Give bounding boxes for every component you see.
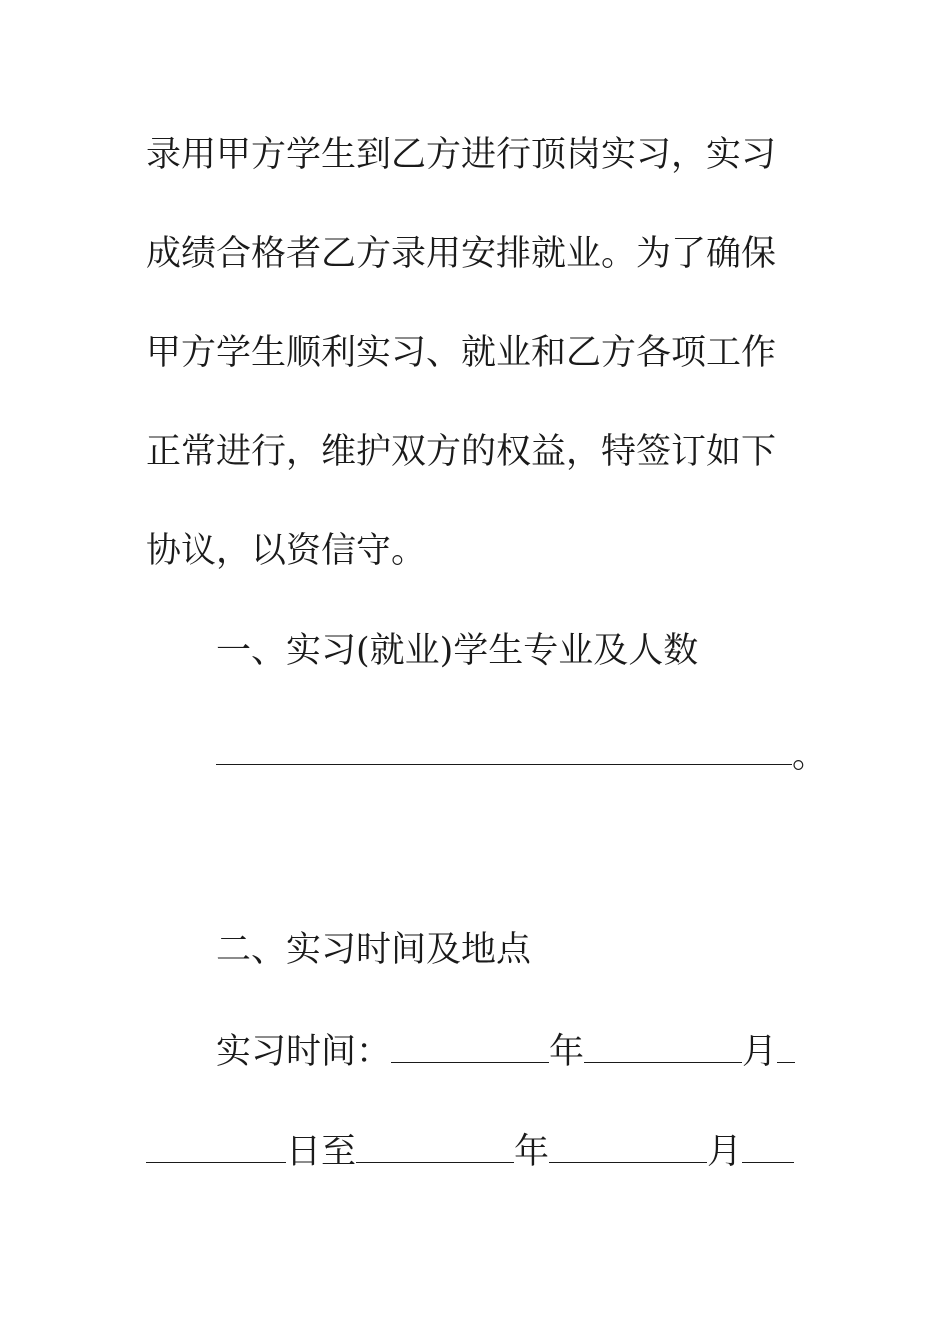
fill-in-blank-start-month	[584, 1030, 742, 1063]
fill-in-blank-start-day-part	[777, 1030, 795, 1063]
blank-period: 。	[792, 736, 828, 776]
paragraph-line: 录用甲方学生到乙方进行顶岗实习，实习	[146, 135, 777, 175]
fill-in-blank-start-year	[391, 1030, 549, 1063]
time-label: 实习时间：	[216, 1032, 392, 1072]
fill-in-blank-end-year	[356, 1130, 514, 1163]
paragraph-line: 成绩合格者乙方录用安排就业。为了确保	[146, 234, 777, 274]
paragraph-line: 甲方学生顺利实习、就业和乙方各项工作	[146, 333, 777, 373]
paragraph-line: 协议，以资信守。	[146, 531, 427, 571]
internship-time-line	[216, 1030, 795, 1072]
year-label: 年	[549, 1032, 585, 1072]
paragraph-line: 正常进行，维护双方的权益，特签订如下	[146, 432, 777, 472]
section-heading-students: 一、实习(就业)学生专业及人数	[216, 631, 699, 671]
year-label-2: 年	[514, 1132, 550, 1172]
day-to-label: 日至	[286, 1132, 357, 1172]
month-label: 月	[742, 1032, 778, 1072]
fill-in-blank-start-day	[146, 1130, 286, 1163]
section-heading-time-place: 二、实习时间及地点	[216, 930, 532, 970]
fill-in-blank-end-day-part	[742, 1130, 794, 1163]
fill-in-blank-end-month	[549, 1130, 707, 1163]
internship-time-line-continued	[146, 1130, 794, 1172]
fill-in-blank-students	[216, 764, 792, 765]
month-label-2: 月	[707, 1132, 743, 1172]
